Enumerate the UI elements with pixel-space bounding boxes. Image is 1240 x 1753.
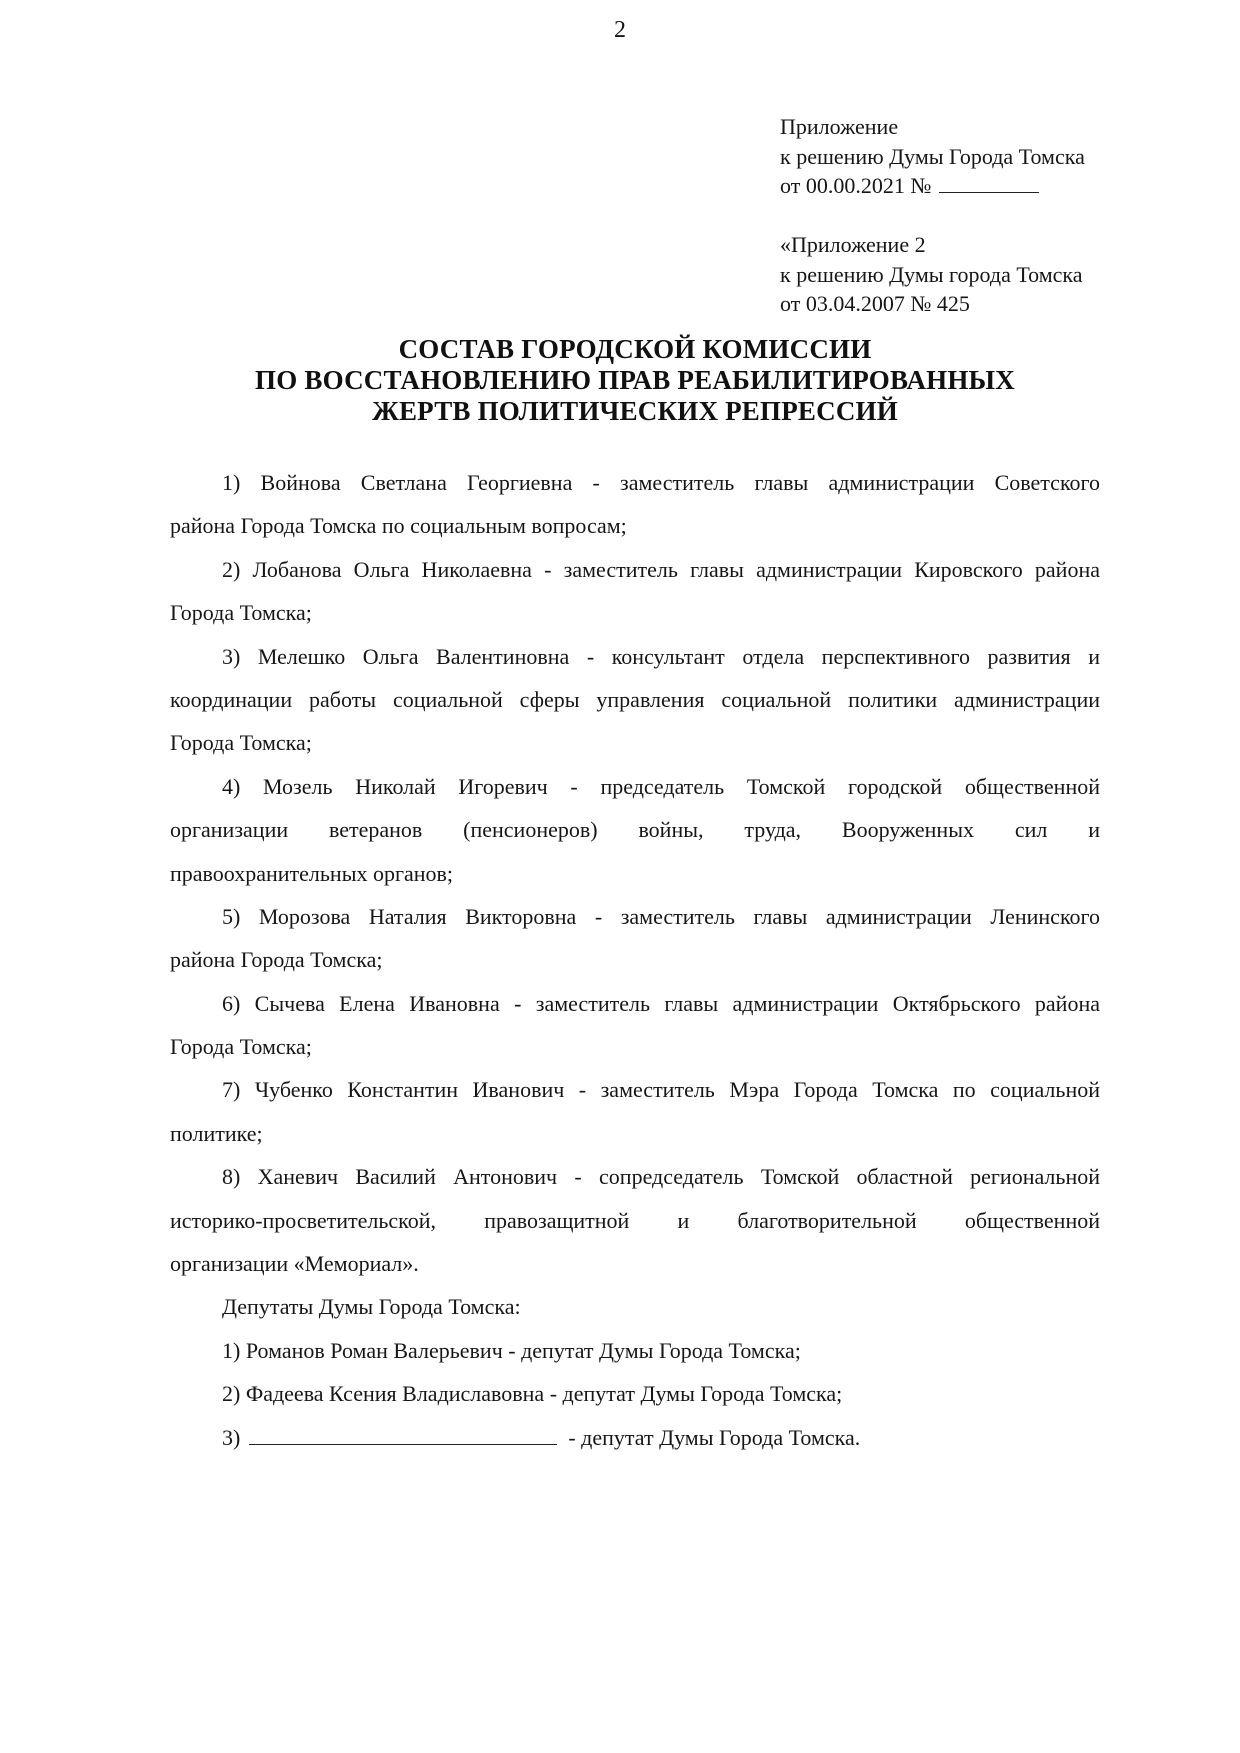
appendix-date-prefix: от 00.00.2021 № xyxy=(780,173,932,198)
body-line: организации «Мемориал». xyxy=(170,1251,419,1277)
appendix-block-secondary xyxy=(780,230,1210,319)
body-line: политике; xyxy=(170,1120,263,1146)
body-line: 2) Лобанова Ольга Николаевна - заместитель главы администрации Кировского района xyxy=(222,556,1100,582)
body-line: 1) Романов Роман Валерьевич - депутат Думы Города Томска; xyxy=(222,1337,801,1363)
body-line: 6) Сычева Елена Ивановна - заместитель главы администрации Октябрьского района xyxy=(222,990,1100,1016)
body-line: 3) Мелешко Ольга Валентиновна - консультант отдела перспективного развития и xyxy=(222,643,1100,669)
body-line: Города Томска; xyxy=(170,730,312,756)
body-line: правоохранительных органов; xyxy=(170,860,454,886)
appendix-line: к решению Думы города Томска xyxy=(780,261,1083,287)
blank-underline xyxy=(939,174,1039,193)
body-line: Города Томска; xyxy=(170,600,312,626)
body-line: историко-просветительской, правозащитной и благотворительной общественной xyxy=(170,1207,1100,1233)
appendix-block-primary xyxy=(780,112,1210,201)
body-line: района Города Томска; xyxy=(170,947,383,973)
appendix-line: к решению Думы Города Томска xyxy=(780,143,1085,169)
body-line: координации работы социальной сферы управления социальной политики администрации xyxy=(170,686,1100,712)
vacancy-prefix: 3) xyxy=(222,1424,241,1450)
body-line: 5) Морозова Наталия Викторовна - заместитель главы администрации Ленинского xyxy=(222,903,1100,929)
blank-underline xyxy=(249,1426,557,1445)
body-line: 7) Чубенко Константин Иванович - заместитель Мэра Города Томска по социальной xyxy=(222,1077,1100,1103)
vacancy-line xyxy=(170,1416,1100,1459)
body-line-deputies-header: Депутаты Думы Города Томска: xyxy=(222,1294,521,1320)
appendix-line: «Приложение 2 xyxy=(780,232,926,257)
title-line: СОСТАВ ГОРОДСКОЙ КОМИССИИ xyxy=(398,334,872,364)
document-title xyxy=(170,334,1100,427)
title-line: ПО ВОССТАНОВЛЕНИЮ ПРАВ РЕАБИЛИТИРОВАННЫХ xyxy=(255,365,1015,395)
appendix-line: Приложение xyxy=(780,114,899,139)
appendix-line: от 03.04.2007 № 425 xyxy=(780,291,970,316)
body-line: 4) Мозель Николай Игоревич - председатель Томской городской общественной xyxy=(222,773,1100,799)
body-line: 8) Ханевич Василий Антонович - сопредседатель Томской областной региональной xyxy=(222,1164,1100,1190)
document-body xyxy=(170,461,1100,1459)
body-line: района Города Томска по социальным вопросам; xyxy=(170,513,627,539)
title-line: ЖЕРТВ ПОЛИТИЧЕСКИХ РЕПРЕССИЙ xyxy=(372,396,898,426)
body-line: Города Томска; xyxy=(170,1034,312,1060)
vacancy-suffix: - депутат Думы Города Томска. xyxy=(568,1424,861,1450)
body-line: организации ветеранов (пенсионеров) войны, труда, Вооруженных сил и xyxy=(170,817,1100,843)
appendix-date-line xyxy=(780,171,1210,201)
page-number: 2 xyxy=(614,17,626,43)
body-line: 2) Фадеева Ксения Владиславовна - депутат Думы Города Томска; xyxy=(222,1381,843,1407)
body-line: 1) Войнова Светлана Георгиевна - заместитель главы администрации Советского xyxy=(222,470,1100,495)
